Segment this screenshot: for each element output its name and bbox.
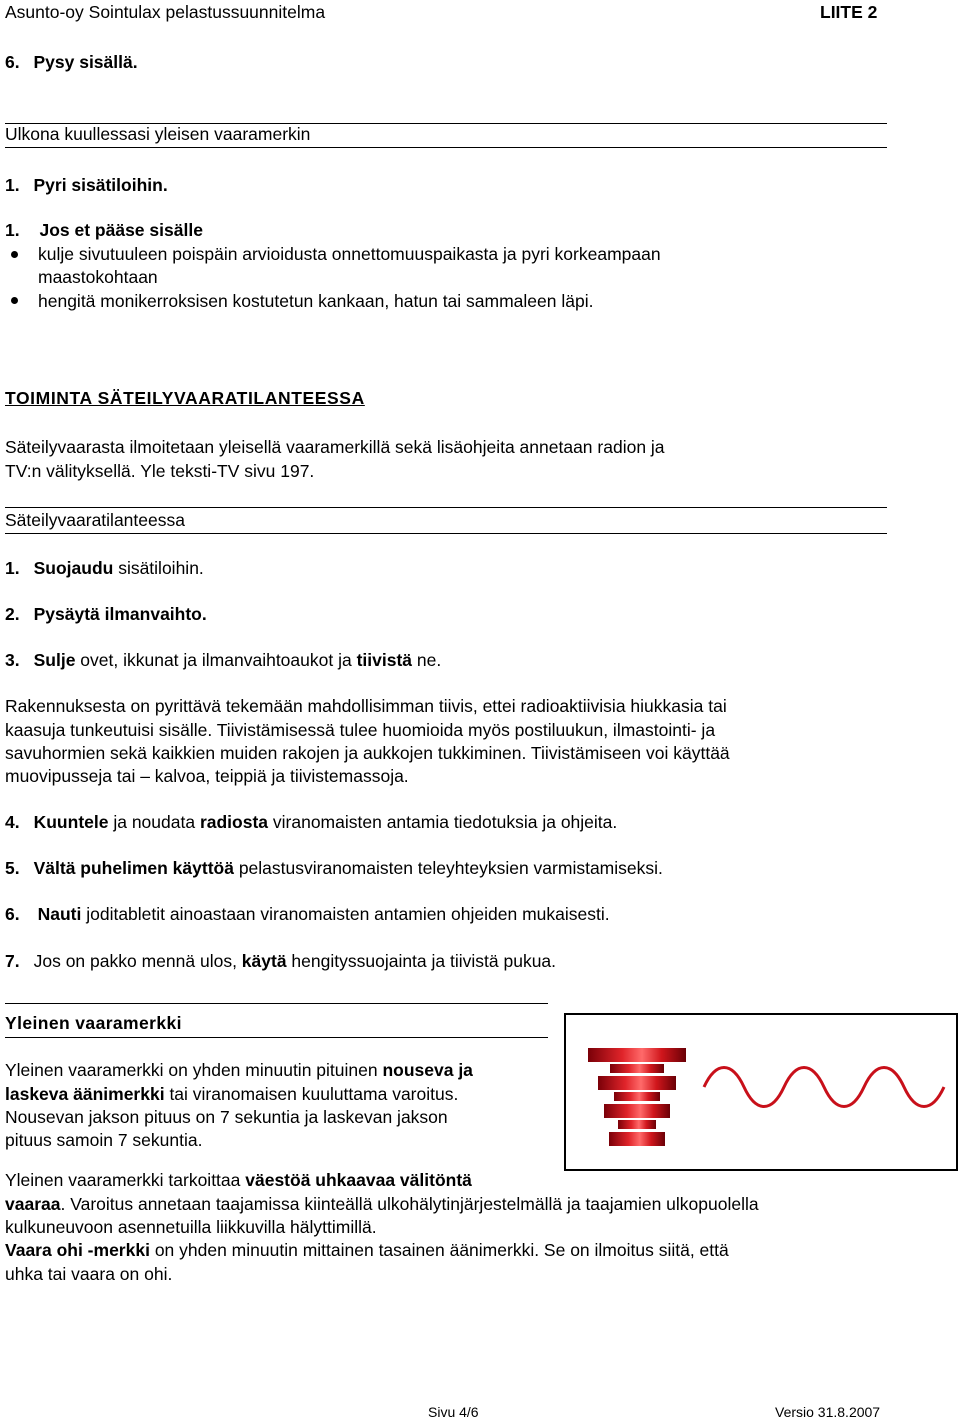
alarm-p2-line-2: [5, 1193, 759, 1217]
radiation-intro-2: TV:n välityksellä. Yle teksti-TV sivu 197.: [5, 461, 315, 481]
page-number: Sivu 4/6: [428, 1404, 479, 1420]
text: tai viranomaisen kuuluttama varoitus.: [164, 1084, 459, 1104]
bullet-icon: [11, 251, 18, 258]
sound-wave-icon: [704, 1068, 944, 1107]
siren-icon: [588, 1048, 686, 1146]
alarm-p1-line-1: [5, 1059, 473, 1083]
radiation-step-3: [5, 649, 441, 673]
text: on yhden minuutin mittainen tasainen äänimerkki. Se on ilmoitus siitä, että: [149, 1240, 729, 1260]
step-number: 2.: [5, 604, 20, 624]
text: Yleinen vaaramerkki tarkoittaa: [5, 1170, 246, 1190]
step-text: pelastusviranomaisten teleyhteyksien varmistamiseksi.: [233, 858, 663, 878]
step-bold: Pysäytä ilmanvaihto.: [33, 604, 207, 624]
step-bold: Vältä puhelimen käyttöä: [33, 858, 234, 878]
outdoor-step-2: [5, 219, 203, 243]
alarm-p2-line-1: [5, 1169, 472, 1193]
alarm-p2-line-5: uhka tai vaara on ohi.: [5, 1264, 173, 1284]
step-number: 1.: [5, 175, 20, 195]
radiation-subheading: Säteilyvaaratilanteessa: [5, 510, 185, 530]
appendix-label: LIITE 2: [820, 2, 878, 22]
step-text: ovet, ikkunat ja ilmanvaihtoaukot ja: [75, 650, 357, 670]
step-number: 1.: [5, 558, 20, 578]
outdoor-step-1: [5, 174, 168, 198]
step-bold: käytä: [241, 951, 287, 971]
radiation-step-1: [5, 557, 204, 581]
step-text: ja noudata: [108, 812, 200, 832]
sealing-line-3: savuhormien sekä kaikkien muiden rakojen ja aukkojen tukkiminen. Tiivistämiseen voi käyttää: [5, 743, 730, 763]
bullet-text-2: hengitä monikerroksisen kostutetun kankaan, hatun tai sammaleen läpi.: [38, 291, 594, 311]
step-text: Jos on pakko mennä ulos,: [33, 951, 242, 971]
step-bold: Kuuntele: [33, 812, 109, 832]
section-number: [5, 51, 138, 75]
step-text: sisätiloihin.: [113, 558, 204, 578]
step-bold: Suojaudu: [33, 558, 114, 578]
step-number: 4.: [5, 812, 20, 832]
alarm-p2-line-4: [5, 1239, 729, 1263]
bold-text: väestöä uhkaavaa välitöntä: [245, 1170, 472, 1190]
document-title: Asunto-oy Sointulax pelastussuunnitelma: [5, 2, 326, 22]
step-text: Pyri sisätiloihin.: [33, 175, 168, 195]
alarm-p1-line-3: Nousevan jakson pituus on 7 sekuntia ja laskevan jakson: [5, 1107, 448, 1127]
bullet-text-1-cont: maastokohtaan: [38, 267, 158, 287]
step-text: joditabletit ainoastaan viranomaisten antamien ohjeiden mukaisesti.: [81, 904, 610, 924]
step-bold: Nauti: [37, 904, 82, 924]
bold-text: nouseva ja: [382, 1060, 473, 1080]
bold-text: vaaraa: [5, 1194, 61, 1214]
divider-bottom: [5, 533, 887, 534]
radiation-heading: TOIMINTA SÄTEILYVAARATILANTEESSA: [5, 388, 365, 408]
radiation-step-5: [5, 857, 663, 881]
radiation-step-7: [5, 950, 556, 974]
text: . Varoitus annetaan taajamissa kiinteällä ulkohälytinjärjestelmällä ja taajamien ulkopuolella: [60, 1194, 759, 1214]
divider-top: [5, 1003, 548, 1004]
radiation-step-2: [5, 603, 207, 627]
step-bold: Sulje: [33, 650, 76, 670]
divider-top: [5, 507, 887, 508]
outdoor-alarm-heading: Ulkona kuullessasi yleisen vaaramerkin: [5, 124, 311, 144]
divider-bottom: [5, 1037, 548, 1038]
step-bold: tiivistä: [356, 650, 413, 670]
bullet-text-1: kulje sivutuuleen poispäin arvioidusta onnettomuuspaikasta ja pyri korkeampaan: [38, 244, 661, 264]
sealing-line-1: Rakennuksesta on pyrittävä tekemään mahdollisimman tiivis, ettei radioaktiivisia hiukkasia tai: [5, 696, 727, 716]
siren-graphic: [566, 1015, 956, 1169]
bullet-icon: [11, 297, 18, 304]
step-text: viranomaisten antamia tiedotuksia ja ohjeita.: [268, 812, 618, 832]
step-bold: radiosta: [199, 812, 269, 832]
bold-text: laskeva äänimerkki: [5, 1084, 165, 1104]
step-number: 1.: [5, 220, 20, 240]
step-text: hengityssuojainta ja tiivistä pukua.: [286, 951, 557, 971]
alarm-p1-line-2: [5, 1083, 458, 1107]
sealing-line-2: kaasuja tunkeutuisi sisälle. Tiivistämisessä tulee huomioida myös postiluukun, ilmastointi- ja: [5, 720, 716, 740]
step-number: 6.: [5, 904, 20, 924]
text: Yleinen vaaramerkki on yhden minuutin pituinen: [5, 1060, 383, 1080]
step-text: Jos et pääse sisälle: [39, 220, 203, 240]
radiation-intro-1: Säteilyvaarasta ilmoitetaan yleisellä vaaramerkillä sekä lisäohjeita annetaan radion ja: [5, 437, 665, 457]
radiation-step-6: [5, 903, 610, 927]
step-number: 7.: [5, 951, 20, 971]
step-text: ne.: [412, 650, 442, 670]
section-number-value: 6.: [5, 52, 20, 72]
version-label: Versio 31.8.2007: [775, 1404, 881, 1420]
alarm-p2-line-3: kulkuneuvoon asennetuilla liikkuvilla hälyttimillä.: [5, 1217, 377, 1237]
radiation-step-4: [5, 811, 617, 835]
step-number: 5.: [5, 858, 20, 878]
bold-text: Vaara ohi -merkki: [5, 1240, 150, 1260]
general-alarm-heading: Yleinen vaaramerkki: [5, 1013, 182, 1033]
sealing-line-4: muovipusseja tai – kalvoa, teippiä ja tiivistemassoja.: [5, 766, 409, 786]
siren-illustration: [564, 1013, 958, 1171]
step-number: 3.: [5, 650, 20, 670]
section-title: Pysy sisällä.: [33, 52, 138, 72]
divider-bottom: [5, 147, 887, 148]
alarm-p1-line-4: pituus samoin 7 sekuntia.: [5, 1130, 203, 1150]
